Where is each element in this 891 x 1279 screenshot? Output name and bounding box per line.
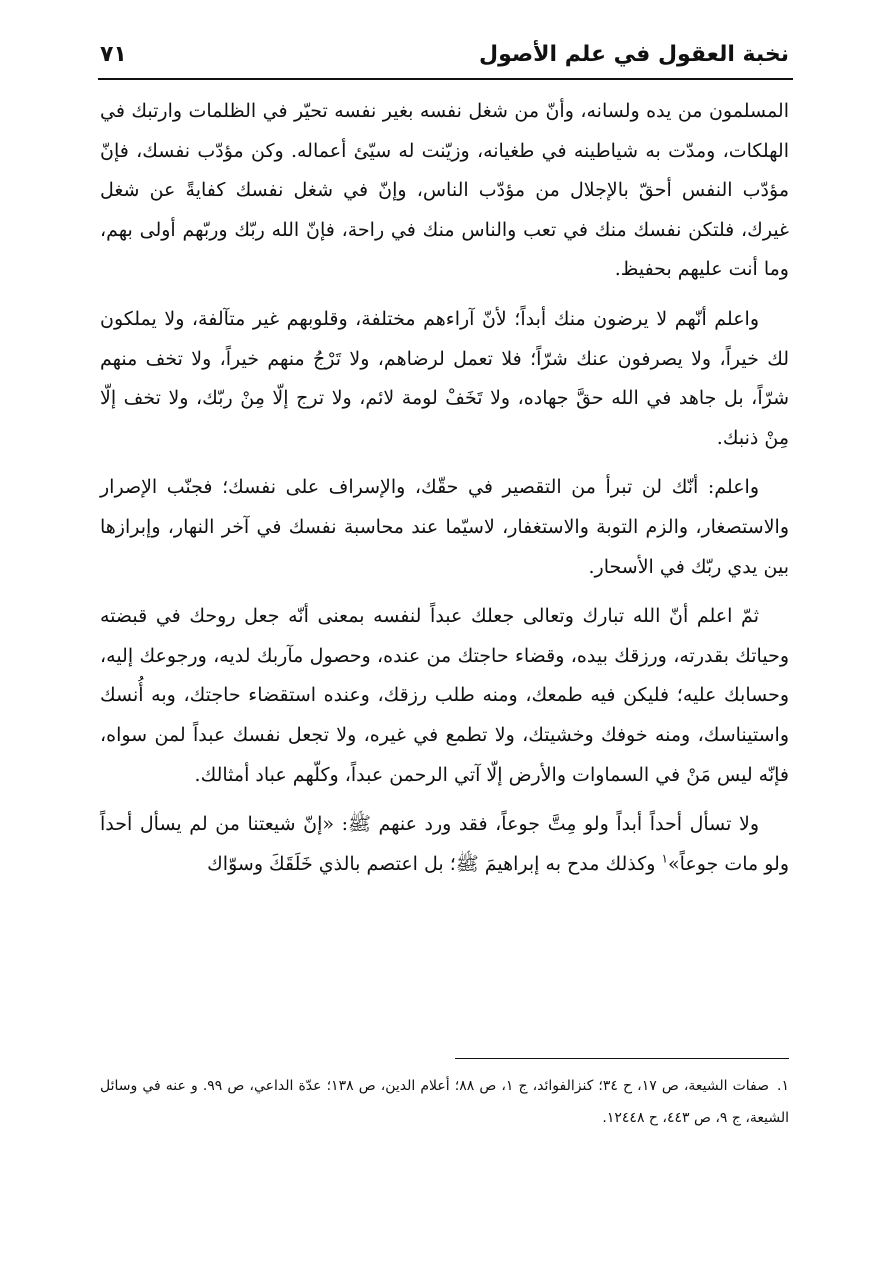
body-text — [100, 92, 789, 894]
paragraph: المسلمون من يده ولسانه، وأنّ من شغل نفسه بغير نفسه تحيّر في الظلمات وارتبك في الهلكات، ومدّت به شياطينه في طغيانه، وزيّنت له سيّئ أعماله. وكن مؤدّب نفسك، فإنّ مؤدّب النفس أحقّ بالإجلال من مؤدّب الناس، وإنّ في شغل نفسك كفايةً عن شغل غيرك، فلتكن نفسك منك في تعب والناس منك في راحة، فإنّ الله ربّك وربّهم أولى بهم، وما أنت عليهم بحفيظ. — [100, 100, 789, 281]
paragraph: واعلم: أنّك لن تبرأ من التقصير في حقّك، والإسراف على نفسك؛ فجنّب الإصرار والاستصغار، والزم التوبة والاستغفار، لاسيّما عند محاسبة نفسك في آخر النهار، وإبرازها بين يدي ربّك في الأسحار. — [100, 476, 789, 578]
footnote-rule — [455, 1058, 789, 1059]
footnote-text: صفات الشيعة، ص ١٧، ح ٣٤؛ كنزالفوائد، ج ١، ص ٨٨؛ أعلام الدين، ص ١٣٨؛ عدّة الداعي، ص ٩٩. و عنه في وسائل الشيعة، ج ٩، ص ٤٤٣، ح ١٢٤٤٨. — [100, 1078, 789, 1126]
header-rule — [98, 78, 793, 80]
paragraph-text: ولا تسأل أحداً أبداً ولو مِتَّ جوعاً، فقد ورد عنهم ﷺ: «إنّ شيعتنا من لم يسأل أحداً ولو مات جوعاً» — [100, 813, 789, 875]
paragraph: واعلم أنّهم لا يرضون منك أبداً؛ لأنّ آراءهم مختلفة، وقلوبهم غير متآلفة، ولا يملكون لك خيراً، ولا يصرفون عنك شرّاً؛ فلا تعمل لرضاهم، ولا تَرْجُ منهم خيراً، ولا تخف منهم شرّاً، بل جاهد في الله حقَّ جهاده، ولا تَخَفْ لومة لائم، ولا ترج إلّا مِنْ ربّك، ولا تخف إلّا مِنْ ذنبك. — [100, 307, 789, 449]
paragraph-last — [100, 805, 789, 884]
footnote-marker[interactable]: ١ — [661, 851, 668, 866]
footnote-number: ١. — [777, 1078, 789, 1094]
running-head — [100, 34, 789, 74]
paragraph: ثمّ اعلم أنّ الله تبارك وتعالى جعلك عبداً لنفسه بمعنى أنّه جعل روحك في قبضته وحياتك بقدرته، ورزقك بيده، وقضاء حاجتك من عنده، وحصول مآربك لديه، ورجوعك إليه، وحسابك عليه؛ فليكن فيه طمعك، ومنه طلب رزقك، وعنده استقضاء حاجتك، وبه أُنسك واستيناسك، ومنه خوفك وخشيتك، ولا تطمع في غيره، ولا تجعل نفسك عبداً لمن سواه، فإنّه ليس مَنْ في السماوات والأرض إلّا آتي الرحمن عبداً، وكلّهم عباد أمثالك. — [100, 605, 789, 786]
paragraph-text-continued: وكذلك مدح به إبراهيمَ ﷺ؛ بل اعتصم بالذي خَلَقَكَ وسوّاك — [207, 852, 662, 875]
running-title: نخبة العقول في علم الأصول — [479, 41, 789, 67]
footnote — [100, 1070, 789, 1134]
page-number: ٧١ — [100, 41, 127, 67]
